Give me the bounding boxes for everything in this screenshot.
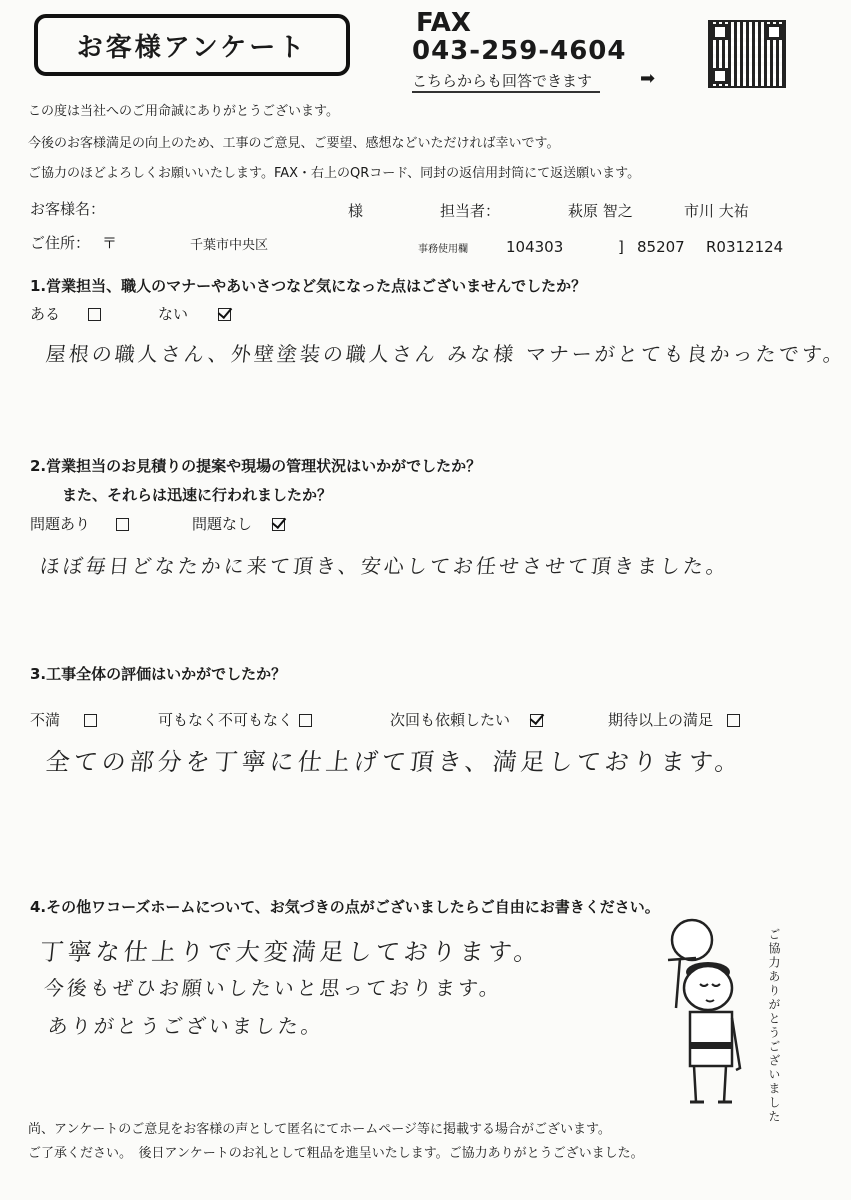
q3-option-exceeded[interactable]: 期待以上の満足 bbox=[608, 709, 740, 730]
checkbox[interactable] bbox=[84, 714, 97, 727]
q4-answer-line-2: 今後もぜひお願いしたいと思っております。 bbox=[42, 976, 504, 1000]
question-2-title: 2.営業担当のお見積りの提案や現場の管理状況はいかがでしたか？ bbox=[30, 457, 482, 475]
checkbox[interactable] bbox=[299, 714, 312, 727]
office-code-2: 85207 bbox=[637, 238, 685, 256]
q3-option-next-time[interactable]: 次回も依頼したい bbox=[390, 709, 543, 730]
worker-illustration bbox=[650, 918, 760, 1108]
checkbox-checked[interactable] bbox=[530, 714, 543, 727]
q1-option-aru[interactable]: ある bbox=[30, 303, 101, 324]
question-2-subtitle: また、それらは迅速に行われましたか？ bbox=[62, 486, 333, 504]
q2-option-problem[interactable]: 問題あり bbox=[30, 513, 129, 534]
checkbox[interactable] bbox=[116, 518, 129, 531]
q1-answer: 屋根の職人さん、外壁塗装の職人さん みな様 マナーがとても良かったです。 bbox=[44, 342, 848, 366]
question-1-title: 1.営業担当、職人のマナーやあいさつなど気になった点はございませんでしたか？ bbox=[30, 277, 587, 295]
office-use-label: 事務使用欄 bbox=[418, 244, 468, 255]
checkbox[interactable] bbox=[88, 308, 101, 321]
q1-option-nai[interactable]: ない bbox=[158, 303, 231, 324]
q2-answer: ほぼ毎日どなたかに来て頂き、安心してお任せさせて頂きました。 bbox=[38, 554, 731, 578]
intro-line-2: 今後のお客様満足の向上のため、工事のご意見、ご要望、感想などいただければ幸いです。 bbox=[28, 136, 560, 151]
fax-note: こちらからも回答できます bbox=[412, 70, 600, 93]
q4-answer-line-3: ありがとうございました。 bbox=[46, 1014, 326, 1038]
footer-line-1: 尚、アンケートのご意見をお客様の声として匿名にてホームページ等に掲載する場合がございます。 bbox=[28, 1122, 611, 1137]
q3-answer: 全ての部分を丁寧に仕上げて頂き、満足しております。 bbox=[44, 748, 745, 776]
customer-name-label: お客様名： bbox=[30, 200, 106, 218]
page-title: お客様アンケート bbox=[76, 32, 308, 63]
fax-label: FAX bbox=[416, 8, 471, 38]
staff-name-1: 萩原 智之 bbox=[568, 202, 633, 220]
thanks-vertical-text: ご協力ありがとうございました bbox=[767, 928, 781, 1124]
title-box bbox=[34, 14, 350, 76]
checkbox[interactable] bbox=[727, 714, 740, 727]
intro-line-3: ご協力のほどよろしくお願いいたします。FAX・右上のQRコード、同封の返信用封筒にて返送願います。 bbox=[28, 166, 641, 181]
office-bracket: ] bbox=[618, 238, 624, 256]
honorific: 様 bbox=[348, 202, 364, 220]
arrow-right-icon: ➡ bbox=[640, 68, 656, 89]
intro-line-1: この度は当社へのご用命誠にありがとうございます。 bbox=[28, 104, 339, 119]
postal-mark: 〒 bbox=[102, 234, 118, 252]
q3-option-average[interactable]: 可もなく不可もなく bbox=[158, 709, 312, 730]
q3-option-fuman[interactable]: 不満 bbox=[30, 709, 97, 730]
q4-answer-line-1: 丁寧な仕上りで大変満足しております。 bbox=[38, 938, 544, 966]
staff-label: 担当者： bbox=[440, 202, 501, 220]
checkbox-checked[interactable] bbox=[272, 518, 285, 531]
q2-option-no-problem[interactable]: 問題なし bbox=[192, 513, 285, 534]
footer-line-2: ご了承ください。 後日アンケートのお礼として粗品を進呈いたします。ご協力ありがとうございました。 bbox=[28, 1146, 644, 1161]
office-code-1: 104303 bbox=[506, 238, 564, 256]
question-4-title: 4.その他ワコーズホームについて、お気づきの点がございましたらご自由にお書きください。 bbox=[30, 898, 660, 916]
qr-code-icon[interactable] bbox=[708, 20, 786, 88]
staff-name-2: 市川 大祐 bbox=[684, 202, 749, 220]
fax-number: 043-259-4604 bbox=[412, 36, 627, 66]
address-label: ご住所： bbox=[30, 234, 91, 252]
address-value: 千葉市中央区 bbox=[190, 238, 269, 253]
office-code-3: R0312124 bbox=[706, 238, 784, 256]
checkbox-checked[interactable] bbox=[218, 308, 231, 321]
question-3-title: 3.工事全体の評価はいかがでしたか？ bbox=[30, 665, 287, 683]
